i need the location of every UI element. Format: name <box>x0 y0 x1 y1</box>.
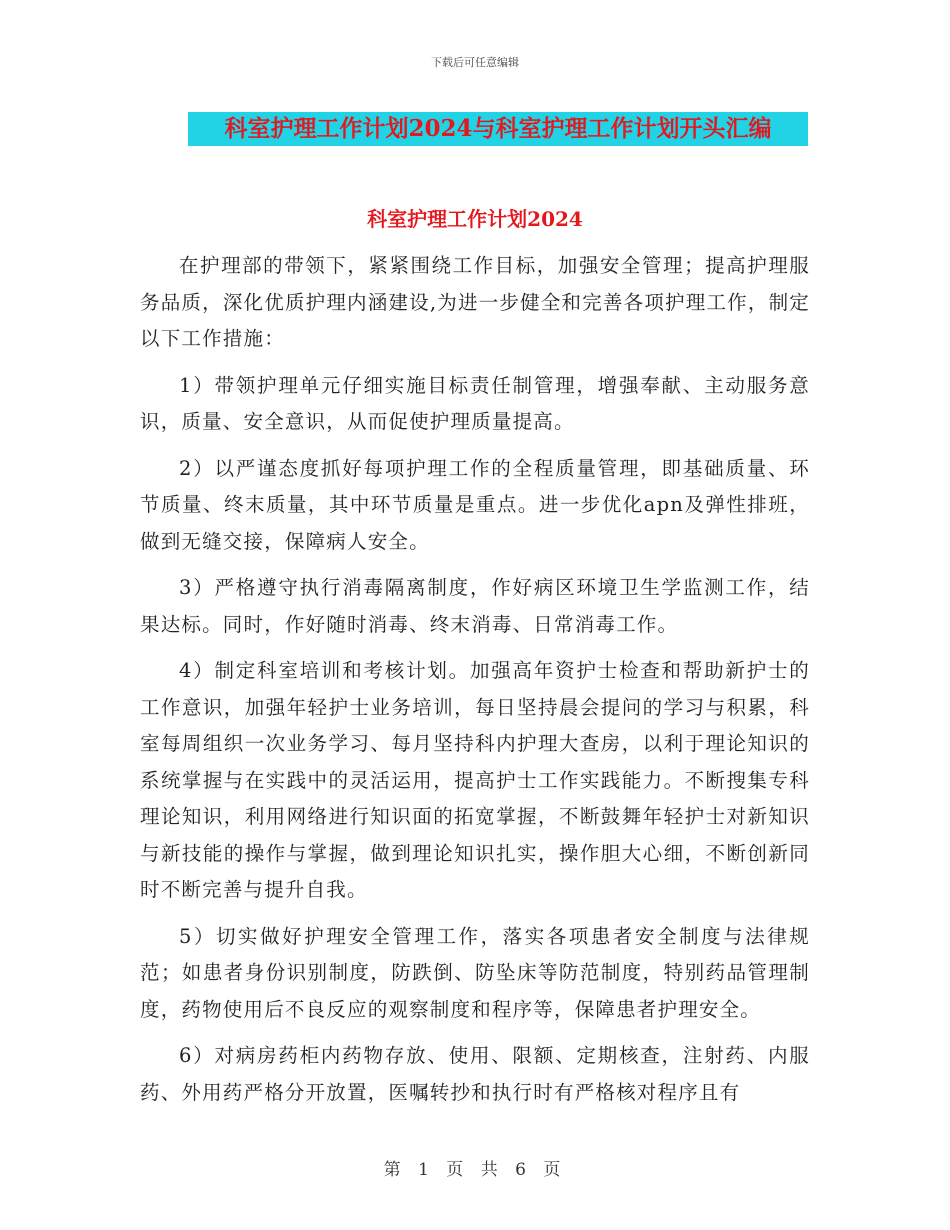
page-header-note: 下载后可任意编辑 <box>431 56 519 69</box>
paragraph-intro: 在护理部的带领下，紧紧围绕工作目标，加强安全管理；提高护理服务品质，深化优质护理内涵建设,为进一步健全和完善各项护理工作，制定以下工作措施： <box>140 254 810 350</box>
paragraph-item-4: 4）制定科室培训和考核计划。加强高年资护士检查和帮助新护士的工作意识，加强年轻护士业务培训，每日坚持晨会提问的学习与积累，科室每周组织一次业务学习、每月坚持科内护理大查房，以利于理论知识的系统掌握与在实践中的灵活运用，提高护士工作实践能力。不断搜集专科理论知识，利用网络进行知识面的拓宽掌握，不断鼓舞年轻护士对新知识与新技能的操作与掌握，做到理论知识扎实，操作胆大心细，不断创新同时不断完善与提升自我。 <box>140 659 810 901</box>
paragraph-item-3: 3）严格遵守执行消毒隔离制度，作好病区环境卫生学监测工作，结果达标。同时，作好随时消毒、终末消毒、日常消毒工作。 <box>140 576 810 636</box>
paragraph-item-2: 2）以严谨态度抓好每项护理工作的全程质量管理，即基础质量、环节质量、终末质量，其中环节质量是重点。进一步优化apn及弹性排班，做到无缝交接，保障病人安全。 <box>140 456 810 553</box>
paragraph-item-6: 6）对病房药柜内药物存放、使用、限额、定期核查，注射药、内服药、外用药严格分开放置，医嘱转抄和执行时有严格核对程序且有 <box>140 1044 810 1104</box>
paragraph-item-1: 1）带领护理单元仔细实施目标责任制管理，增强奉献、主动服务意识，质量、安全意识，从而促使护理质量提高。 <box>140 373 810 433</box>
main-title-highlight <box>188 112 808 146</box>
page-number-footer: 第 1 页 共 6 页 <box>383 1160 567 1180</box>
main-title: 科室护理工作计划2024与科室护理工作计划开头汇编 <box>224 115 772 142</box>
section-title: 科室护理工作计划2024 <box>367 207 583 231</box>
paragraph-item-5: 5）切实做好护理安全管理工作，落实各项患者安全制度与法律规范；如患者身份识别制度，防跌倒、防坠床等防范制度，特别药品管理制度，药物使用后不良反应的观察制度和程序等，保障患者护理安全。 <box>140 924 810 1021</box>
document-body <box>140 248 810 1121</box>
